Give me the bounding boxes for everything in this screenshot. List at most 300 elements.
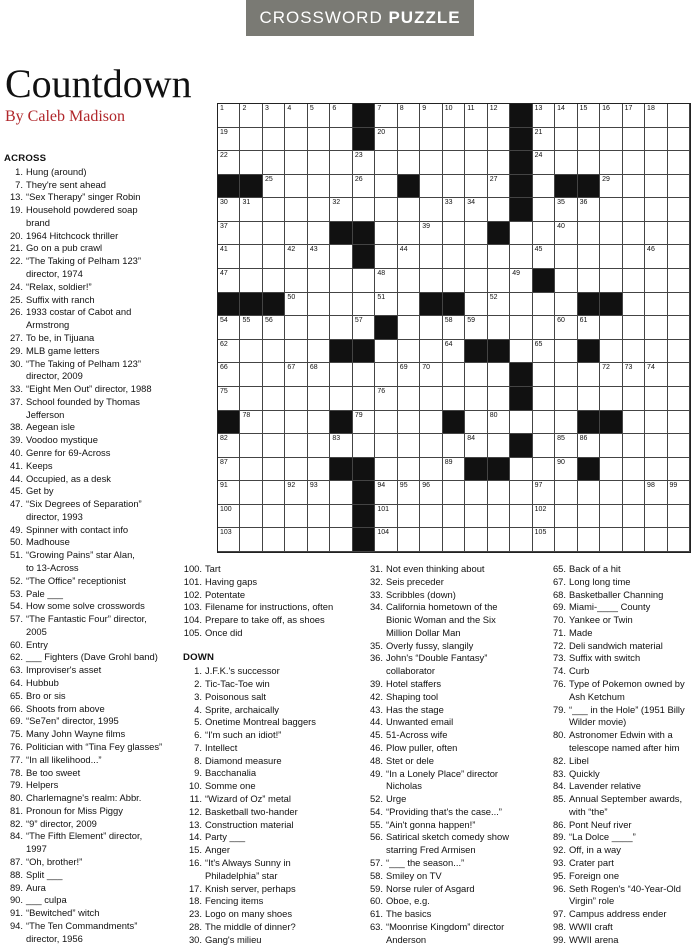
grid-cell[interactable] [240, 128, 262, 152]
grid-cell[interactable] [555, 411, 577, 435]
grid-cell[interactable] [218, 128, 240, 152]
grid-cell[interactable] [623, 198, 645, 222]
grid-cell[interactable] [285, 340, 307, 364]
grid-cell[interactable] [398, 363, 420, 387]
grid-cell[interactable] [353, 293, 375, 317]
grid-cell[interactable] [533, 104, 555, 128]
grid-cell[interactable] [668, 528, 690, 552]
grid-cell[interactable] [398, 198, 420, 222]
grid-cell[interactable] [488, 175, 510, 199]
grid-cell[interactable] [263, 481, 285, 505]
grid-cell[interactable] [578, 528, 600, 552]
grid-cell[interactable] [600, 505, 622, 529]
grid-cell[interactable] [330, 175, 352, 199]
grid-cell[interactable] [623, 316, 645, 340]
grid-cell[interactable] [285, 104, 307, 128]
grid-cell[interactable] [375, 198, 397, 222]
grid-cell[interactable] [600, 104, 622, 128]
grid-cell[interactable] [623, 387, 645, 411]
grid-cell[interactable] [240, 104, 262, 128]
grid-cell[interactable] [443, 222, 465, 246]
grid-cell[interactable] [623, 340, 645, 364]
grid-cell[interactable] [443, 387, 465, 411]
grid-cell[interactable] [465, 387, 487, 411]
grid-cell[interactable] [600, 481, 622, 505]
grid-cell[interactable] [353, 387, 375, 411]
grid-cell[interactable] [218, 505, 240, 529]
grid-cell[interactable] [285, 505, 307, 529]
grid-cell[interactable] [398, 434, 420, 458]
grid-cell[interactable] [488, 363, 510, 387]
grid-cell[interactable] [533, 434, 555, 458]
grid-cell[interactable] [285, 411, 307, 435]
grid-cell[interactable] [645, 340, 667, 364]
grid-cell[interactable] [578, 128, 600, 152]
grid-cell[interactable] [240, 411, 262, 435]
grid-cell[interactable] [308, 104, 330, 128]
grid-cell[interactable] [240, 363, 262, 387]
grid-cell[interactable] [488, 198, 510, 222]
grid-cell[interactable] [555, 245, 577, 269]
grid-cell[interactable] [398, 411, 420, 435]
grid-cell[interactable] [645, 505, 667, 529]
grid-cell[interactable] [555, 151, 577, 175]
grid-cell[interactable] [330, 387, 352, 411]
grid-cell[interactable] [330, 363, 352, 387]
grid-cell[interactable] [555, 293, 577, 317]
grid-cell[interactable] [623, 222, 645, 246]
grid-cell[interactable] [240, 151, 262, 175]
grid-cell[interactable] [578, 505, 600, 529]
grid-cell[interactable] [398, 104, 420, 128]
grid-cell[interactable] [218, 387, 240, 411]
grid-cell[interactable] [600, 269, 622, 293]
grid-cell[interactable] [555, 316, 577, 340]
grid-cell[interactable] [645, 198, 667, 222]
grid-cell[interactable] [240, 458, 262, 482]
grid-cell[interactable] [263, 198, 285, 222]
grid-cell[interactable] [600, 528, 622, 552]
grid-cell[interactable] [218, 198, 240, 222]
grid-cell[interactable] [578, 269, 600, 293]
grid-cell[interactable] [488, 505, 510, 529]
grid-cell[interactable] [240, 387, 262, 411]
grid-cell[interactable] [510, 340, 532, 364]
grid-cell[interactable] [533, 151, 555, 175]
grid-cell[interactable] [240, 222, 262, 246]
grid-cell[interactable] [420, 434, 442, 458]
grid-cell[interactable] [398, 245, 420, 269]
grid-cell[interactable] [398, 528, 420, 552]
grid-cell[interactable] [285, 151, 307, 175]
grid-cell[interactable] [533, 198, 555, 222]
grid-cell[interactable] [578, 104, 600, 128]
grid-cell[interactable] [600, 458, 622, 482]
grid-cell[interactable] [375, 340, 397, 364]
grid-cell[interactable] [600, 175, 622, 199]
grid-cell[interactable] [375, 128, 397, 152]
grid-cell[interactable] [330, 528, 352, 552]
grid-cell[interactable] [308, 316, 330, 340]
grid-cell[interactable] [308, 481, 330, 505]
grid-cell[interactable] [600, 363, 622, 387]
grid-cell[interactable] [263, 340, 285, 364]
grid-cell[interactable] [398, 458, 420, 482]
grid-cell[interactable] [218, 245, 240, 269]
grid-cell[interactable] [375, 104, 397, 128]
grid-cell[interactable] [555, 222, 577, 246]
grid-cell[interactable] [488, 104, 510, 128]
grid-cell[interactable] [375, 411, 397, 435]
grid-cell[interactable] [488, 293, 510, 317]
grid-cell[interactable] [488, 434, 510, 458]
grid-cell[interactable] [308, 128, 330, 152]
grid-cell[interactable] [353, 316, 375, 340]
grid-cell[interactable] [240, 245, 262, 269]
grid-cell[interactable] [578, 434, 600, 458]
grid-cell[interactable] [668, 151, 690, 175]
grid-cell[interactable] [578, 198, 600, 222]
grid-cell[interactable] [420, 481, 442, 505]
grid-cell[interactable] [420, 175, 442, 199]
grid-cell[interactable] [600, 340, 622, 364]
grid-cell[interactable] [623, 458, 645, 482]
grid-cell[interactable] [285, 434, 307, 458]
grid-cell[interactable] [375, 481, 397, 505]
grid-cell[interactable] [218, 458, 240, 482]
grid-cell[interactable] [375, 363, 397, 387]
grid-cell[interactable] [420, 528, 442, 552]
grid-cell[interactable] [465, 293, 487, 317]
grid-cell[interactable] [668, 316, 690, 340]
grid-cell[interactable] [555, 340, 577, 364]
grid-cell[interactable] [218, 363, 240, 387]
grid-cell[interactable] [420, 222, 442, 246]
grid-cell[interactable] [398, 269, 420, 293]
grid-cell[interactable] [465, 151, 487, 175]
grid-cell[interactable] [420, 387, 442, 411]
grid-cell[interactable] [218, 269, 240, 293]
grid-cell[interactable] [308, 411, 330, 435]
grid-cell[interactable] [465, 198, 487, 222]
grid-cell[interactable] [488, 151, 510, 175]
grid-cell[interactable] [443, 104, 465, 128]
grid-cell[interactable] [443, 151, 465, 175]
grid-cell[interactable] [600, 222, 622, 246]
grid-cell[interactable] [465, 222, 487, 246]
grid-cell[interactable] [330, 505, 352, 529]
grid-cell[interactable] [510, 269, 532, 293]
grid-cell[interactable] [308, 198, 330, 222]
grid-cell[interactable] [623, 104, 645, 128]
grid-cell[interactable] [375, 505, 397, 529]
grid-cell[interactable] [465, 505, 487, 529]
grid-cell[interactable] [488, 387, 510, 411]
grid-cell[interactable] [645, 481, 667, 505]
grid-cell[interactable] [443, 316, 465, 340]
grid-cell[interactable] [668, 269, 690, 293]
grid-cell[interactable] [330, 245, 352, 269]
grid-cell[interactable] [308, 222, 330, 246]
grid-cell[interactable] [218, 151, 240, 175]
grid-cell[interactable] [353, 151, 375, 175]
grid-cell[interactable] [308, 175, 330, 199]
grid-cell[interactable] [668, 245, 690, 269]
grid-cell[interactable] [465, 269, 487, 293]
grid-cell[interactable] [668, 104, 690, 128]
grid-cell[interactable] [263, 316, 285, 340]
grid-cell[interactable] [308, 340, 330, 364]
grid-cell[interactable] [330, 198, 352, 222]
grid-cell[interactable] [330, 481, 352, 505]
grid-cell[interactable] [623, 363, 645, 387]
grid-cell[interactable] [488, 316, 510, 340]
grid-cell[interactable] [668, 222, 690, 246]
grid-cell[interactable] [420, 411, 442, 435]
grid-cell[interactable] [240, 269, 262, 293]
grid-cell[interactable] [645, 245, 667, 269]
grid-cell[interactable] [488, 528, 510, 552]
grid-cell[interactable] [375, 269, 397, 293]
grid-cell[interactable] [218, 434, 240, 458]
grid-cell[interactable] [375, 293, 397, 317]
grid-cell[interactable] [398, 481, 420, 505]
grid-cell[interactable] [308, 387, 330, 411]
grid-cell[interactable] [375, 528, 397, 552]
grid-cell[interactable] [645, 434, 667, 458]
grid-cell[interactable] [398, 340, 420, 364]
grid-cell[interactable] [398, 505, 420, 529]
grid-cell[interactable] [533, 293, 555, 317]
grid-cell[interactable] [398, 128, 420, 152]
grid-cell[interactable] [645, 175, 667, 199]
grid-cell[interactable] [578, 481, 600, 505]
grid-cell[interactable] [465, 481, 487, 505]
grid-cell[interactable] [443, 175, 465, 199]
grid-cell[interactable] [465, 128, 487, 152]
grid-cell[interactable] [398, 293, 420, 317]
grid-cell[interactable] [308, 293, 330, 317]
grid-cell[interactable] [600, 387, 622, 411]
grid-cell[interactable] [645, 293, 667, 317]
grid-cell[interactable] [645, 104, 667, 128]
grid-cell[interactable] [465, 363, 487, 387]
grid-cell[interactable] [533, 363, 555, 387]
grid-cell[interactable] [623, 434, 645, 458]
grid-cell[interactable] [308, 363, 330, 387]
grid-cell[interactable] [420, 198, 442, 222]
grid-cell[interactable] [623, 293, 645, 317]
grid-cell[interactable] [555, 505, 577, 529]
grid-cell[interactable] [668, 411, 690, 435]
grid-cell[interactable] [600, 198, 622, 222]
grid-cell[interactable] [263, 104, 285, 128]
grid-cell[interactable] [443, 434, 465, 458]
grid-cell[interactable] [510, 245, 532, 269]
grid-cell[interactable] [668, 175, 690, 199]
grid-cell[interactable] [218, 104, 240, 128]
grid-cell[interactable] [398, 222, 420, 246]
grid-cell[interactable] [555, 363, 577, 387]
grid-cell[interactable] [398, 316, 420, 340]
grid-cell[interactable] [623, 269, 645, 293]
grid-cell[interactable] [263, 269, 285, 293]
grid-cell[interactable] [443, 458, 465, 482]
grid-cell[interactable] [555, 387, 577, 411]
grid-cell[interactable] [578, 245, 600, 269]
grid-cell[interactable] [330, 316, 352, 340]
grid-cell[interactable] [465, 434, 487, 458]
grid-cell[interactable] [623, 505, 645, 529]
grid-cell[interactable] [668, 434, 690, 458]
grid-cell[interactable] [285, 316, 307, 340]
grid-cell[interactable] [330, 128, 352, 152]
grid-cell[interactable] [668, 128, 690, 152]
grid-cell[interactable] [600, 434, 622, 458]
grid-cell[interactable] [420, 316, 442, 340]
grid-cell[interactable] [443, 245, 465, 269]
grid-cell[interactable] [330, 104, 352, 128]
grid-cell[interactable] [420, 104, 442, 128]
grid-cell[interactable] [510, 222, 532, 246]
grid-cell[interactable] [465, 245, 487, 269]
grid-cell[interactable] [375, 151, 397, 175]
grid-cell[interactable] [668, 481, 690, 505]
grid-cell[interactable] [308, 458, 330, 482]
grid-cell[interactable] [623, 481, 645, 505]
grid-cell[interactable] [555, 458, 577, 482]
grid-cell[interactable] [488, 128, 510, 152]
grid-cell[interactable] [285, 293, 307, 317]
grid-cell[interactable] [330, 293, 352, 317]
grid-cell[interactable] [533, 175, 555, 199]
grid-cell[interactable] [443, 128, 465, 152]
grid-cell[interactable] [240, 481, 262, 505]
grid-cell[interactable] [353, 269, 375, 293]
grid-cell[interactable] [240, 434, 262, 458]
grid-cell[interactable] [375, 222, 397, 246]
grid-cell[interactable] [510, 293, 532, 317]
grid-cell[interactable] [420, 128, 442, 152]
grid-cell[interactable] [645, 151, 667, 175]
grid-cell[interactable] [533, 245, 555, 269]
grid-cell[interactable] [555, 104, 577, 128]
grid-cell[interactable] [218, 340, 240, 364]
grid-cell[interactable] [353, 198, 375, 222]
grid-cell[interactable] [308, 505, 330, 529]
grid-cell[interactable] [420, 151, 442, 175]
grid-cell[interactable] [353, 411, 375, 435]
grid-cell[interactable] [645, 222, 667, 246]
grid-cell[interactable] [353, 175, 375, 199]
grid-cell[interactable] [668, 198, 690, 222]
grid-cell[interactable] [488, 481, 510, 505]
grid-cell[interactable] [645, 411, 667, 435]
grid-cell[interactable] [308, 245, 330, 269]
grid-cell[interactable] [353, 434, 375, 458]
grid-cell[interactable] [533, 411, 555, 435]
grid-cell[interactable] [645, 128, 667, 152]
grid-cell[interactable] [465, 528, 487, 552]
grid-cell[interactable] [668, 363, 690, 387]
grid-cell[interactable] [578, 316, 600, 340]
grid-cell[interactable] [533, 387, 555, 411]
grid-cell[interactable] [240, 505, 262, 529]
grid-cell[interactable] [510, 528, 532, 552]
grid-cell[interactable] [510, 458, 532, 482]
grid-cell[interactable] [375, 434, 397, 458]
grid-cell[interactable] [555, 481, 577, 505]
grid-cell[interactable] [240, 198, 262, 222]
grid-cell[interactable] [600, 128, 622, 152]
grid-cell[interactable] [600, 151, 622, 175]
grid-cell[interactable] [240, 528, 262, 552]
grid-cell[interactable] [420, 340, 442, 364]
grid-cell[interactable] [443, 269, 465, 293]
grid-cell[interactable] [263, 434, 285, 458]
grid-cell[interactable] [263, 151, 285, 175]
grid-cell[interactable] [555, 198, 577, 222]
grid-cell[interactable] [285, 458, 307, 482]
grid-cell[interactable] [623, 128, 645, 152]
grid-cell[interactable] [488, 245, 510, 269]
grid-cell[interactable] [353, 363, 375, 387]
grid-cell[interactable] [668, 387, 690, 411]
grid-cell[interactable] [308, 434, 330, 458]
grid-cell[interactable] [465, 104, 487, 128]
grid-cell[interactable] [420, 245, 442, 269]
grid-cell[interactable] [375, 458, 397, 482]
grid-cell[interactable] [645, 387, 667, 411]
grid-cell[interactable] [398, 387, 420, 411]
grid-cell[interactable] [555, 269, 577, 293]
grid-cell[interactable] [510, 316, 532, 340]
grid-cell[interactable] [443, 481, 465, 505]
grid-cell[interactable] [645, 528, 667, 552]
grid-cell[interactable] [285, 198, 307, 222]
grid-cell[interactable] [263, 387, 285, 411]
grid-cell[interactable] [645, 269, 667, 293]
grid-cell[interactable] [533, 316, 555, 340]
grid-cell[interactable] [218, 528, 240, 552]
grid-cell[interactable] [263, 245, 285, 269]
grid-cell[interactable] [308, 151, 330, 175]
grid-cell[interactable] [420, 505, 442, 529]
grid-cell[interactable] [533, 505, 555, 529]
grid-cell[interactable] [420, 458, 442, 482]
grid-cell[interactable] [375, 175, 397, 199]
grid-cell[interactable] [668, 340, 690, 364]
grid-cell[interactable] [443, 340, 465, 364]
grid-cell[interactable] [285, 175, 307, 199]
grid-cell[interactable] [263, 528, 285, 552]
grid-cell[interactable] [420, 363, 442, 387]
grid-cell[interactable] [578, 363, 600, 387]
grid-cell[interactable] [263, 458, 285, 482]
grid-cell[interactable] [285, 528, 307, 552]
grid-cell[interactable] [533, 528, 555, 552]
grid-cell[interactable] [263, 222, 285, 246]
grid-cell[interactable] [555, 528, 577, 552]
grid-cell[interactable] [488, 269, 510, 293]
grid-cell[interactable] [263, 128, 285, 152]
grid-cell[interactable] [285, 387, 307, 411]
grid-cell[interactable] [555, 434, 577, 458]
grid-cell[interactable] [555, 128, 577, 152]
grid-cell[interactable] [443, 528, 465, 552]
grid-cell[interactable] [330, 151, 352, 175]
grid-cell[interactable] [263, 411, 285, 435]
